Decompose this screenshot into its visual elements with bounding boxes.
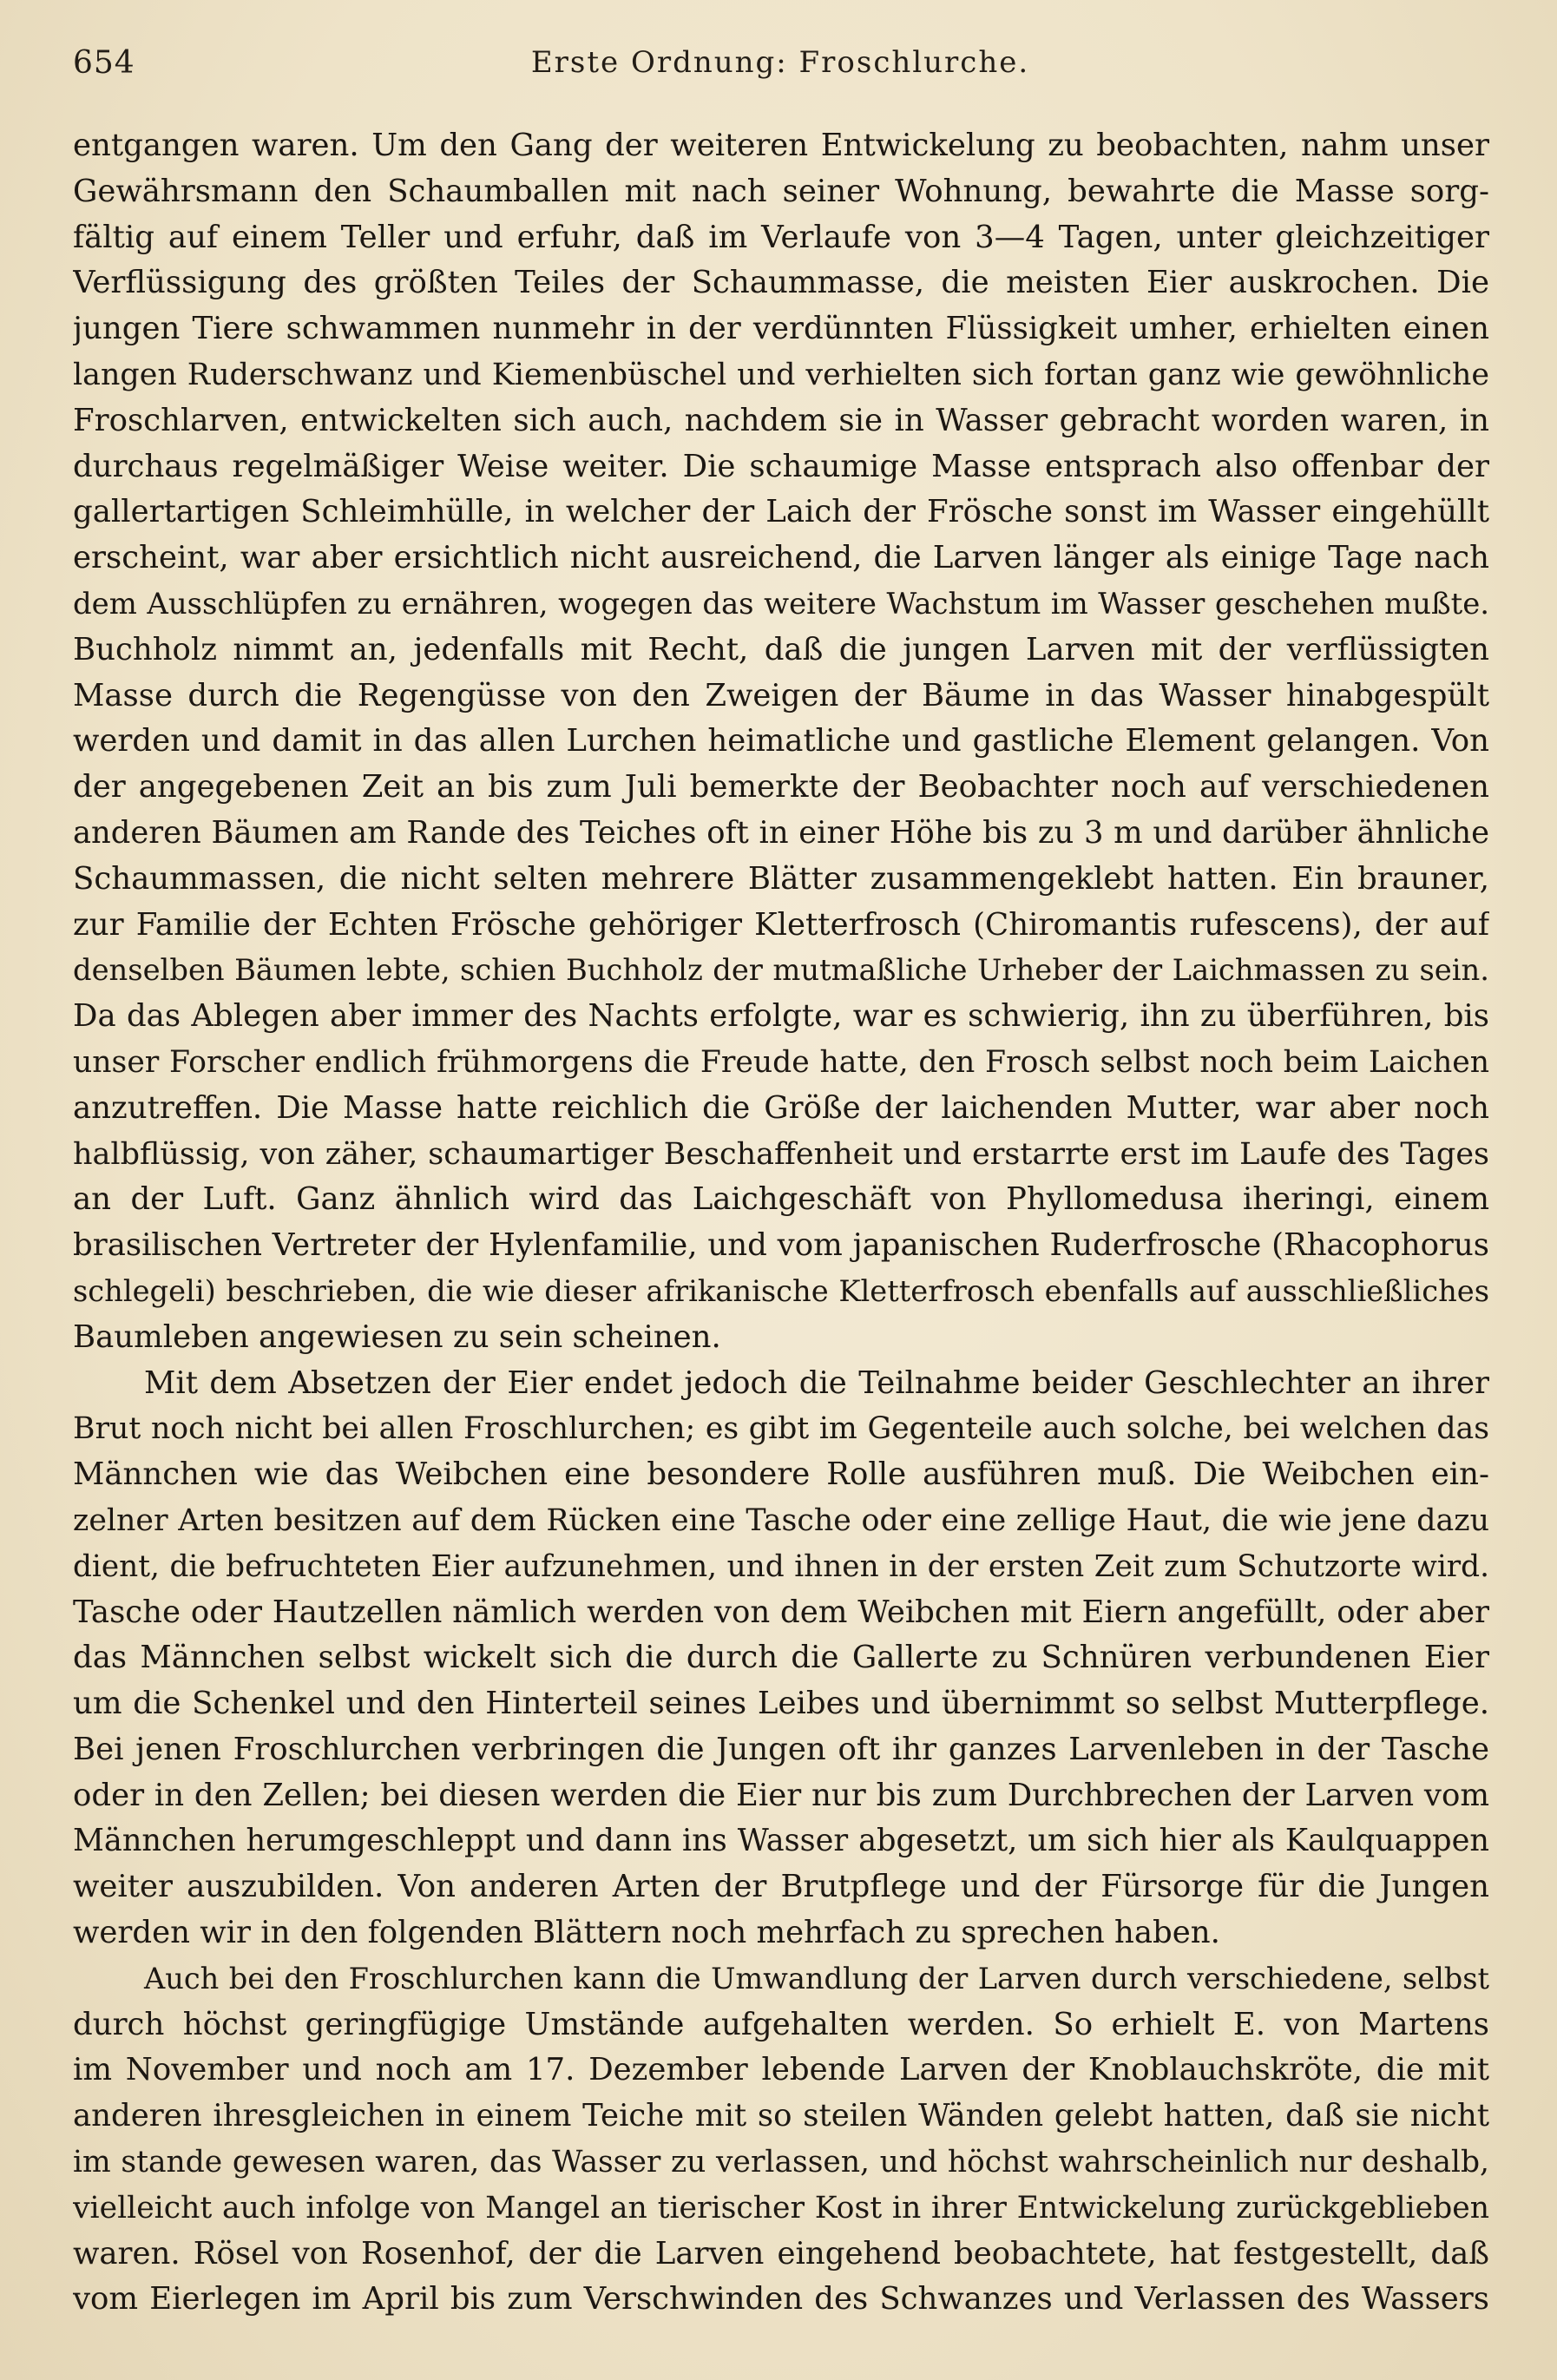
paragraph-3	[73, 1956, 1489, 2323]
running-title: Erste Ordnung: Froschlurche.	[530, 45, 1030, 80]
text-line: Baumleben angewiesen zu sein scheinen.	[73, 1318, 721, 1355]
text-line: anderen ihresgleichen in einem Teiche mit so steilen Wänden gelebt hatten, daß sie nicht	[73, 2098, 1489, 2134]
text-line: Gewährsmann den Schaumballen mit nach seiner Wohnung, bewahrte die Masse sorg-	[73, 173, 1489, 209]
text-line: Männchen wie das Weibchen eine besondere Rolle ausführen muß. Die Weibchen ein-	[73, 1456, 1489, 1493]
paragraph-1	[73, 123, 1489, 1361]
text-line: unser Forscher endlich frühmorgens die Freude hatte, den Frosch selbst noch beim Laichen	[73, 1044, 1489, 1080]
text-line: weiter auszubilden. Von anderen Arten der Brutpflege und der Fürsorge für die Jungen	[73, 1869, 1489, 1905]
running-head	[73, 45, 1488, 89]
text-line: halbflüssig, von zäher, schaumartiger Beschaffenheit und erstarrte erst im Laufe des Tages	[73, 1136, 1489, 1172]
text-line: um die Schenkel und den Hinterteil seines Leibes und übernimmt so selbst Mutterpflege.	[73, 1686, 1489, 1722]
paragraph-2	[73, 1361, 1489, 1956]
text-line: Männchen herumgeschleppt und dann ins Wasser abgesetzt, um sich hier als Kaulquappen	[73, 1823, 1489, 1859]
text-line: Da das Ablegen aber immer des Nachts erfolgte, war es schwierig, ihn zu überführen, bis	[73, 998, 1489, 1035]
text-line: werden und damit in das allen Lurchen heimatliche und gastliche Element gelangen. Von	[73, 723, 1489, 759]
text-line: dem Ausschlüpfen zu ernähren, wogegen das weitere Wachstum im Wasser geschehen mußte.	[73, 586, 1489, 621]
text-line: zelner Arten besitzen auf dem Rücken eine Tasche oder eine zellige Haut, die wie jene dazu	[73, 1502, 1489, 1538]
text-line: der angegebenen Zeit an bis zum Juli bemerkte der Beobachter noch auf verschiedenen	[73, 769, 1489, 805]
text-line: oder in den Zellen; bei diesen werden die Eier nur bis zum Durchbrechen der Larven vom	[73, 1777, 1489, 1813]
text-line: anderen Bäumen am Rande des Teiches oft in einer Höhe bis zu 3 m und darüber ähnliche	[73, 814, 1489, 851]
text-line: brasilischen Vertreter der Hylenfamilie, und vom japanischen Ruderfrosche (Rhacophorus	[73, 1227, 1489, 1264]
text-line: Brut noch nicht bei allen Froschlurchen; es gibt im Gegenteile auch solche, bei welchen das	[73, 1411, 1489, 1447]
text-line: Mit dem Absetzen der Eier endet jedoch die Teilnahme beider Geschlechter an ihrer	[144, 1364, 1489, 1401]
text-line: denselben Bäumen lebte, schien Buchholz der mutmaßliche Urheber der Laichmassen zu sein.	[73, 953, 1489, 988]
text-line: an der Luft. Ganz ähnlich wird das Laichgeschäft von Phyllomedusa iheringi, einem	[73, 1181, 1489, 1218]
text-line: Buchholz nimmt an, jedenfalls mit Recht, daß die jungen Larven mit der verflüssigten	[73, 631, 1489, 667]
text-line: Froschlarven, entwickelten sich auch, nachdem sie in Wasser gebracht worden waren, in	[73, 402, 1489, 438]
text-line: entgangen waren. Um den Gang der weiteren Entwickelung zu beobachten, nahm unser	[73, 128, 1489, 163]
text-line: langen Ruderschwanz und Kiemenbüschel und verhielten sich fortan ganz wie gewöhnliche	[73, 357, 1489, 392]
text-line: Verflüssigung des größten Teiles der Schaummasse, die meisten Eier auskrochen. Die	[73, 265, 1489, 301]
page-number: 654	[73, 45, 135, 81]
text-line: jungen Tiere schwammen nunmehr in der verdünnten Flüssigkeit umher, erhielten einen	[73, 311, 1489, 347]
text-line: fältig auf einem Teller und erfuhr, daß im Verlaufe von 3—4 Tagen, unter gleichzeitiger	[73, 219, 1489, 255]
text-line: erscheint, war aber ersichtlich nicht ausreichend, die Larven länger als einige Tage nach	[73, 540, 1489, 576]
text-line: zur Familie der Echten Frösche gehöriger Kletterfrosch (Chiromantis rufescens), der auf	[73, 906, 1489, 943]
text-line: durch höchst geringfügige Umstände aufgehalten werden. So erhielt E. von Martens	[73, 2006, 1489, 2042]
text-line: Masse durch die Regengüsse von den Zweigen der Bäume in das Wasser hinabgespült	[73, 677, 1489, 713]
text-line: Tasche oder Hautzellen nämlich werden von dem Weibchen mit Eiern angefüllt, oder aber	[73, 1594, 1489, 1630]
text-line: schlegeli) beschrieben, die wie dieser afrikanische Kletterfrosch ebenfalls auf ausschließliches	[73, 1273, 1489, 1308]
text-line: waren. Rösel von Rosenhof, der die Larven eingehend beobachtete, hat festgestellt, daß	[73, 2235, 1489, 2272]
text-line: im stande gewesen waren, das Wasser zu verlassen, und höchst wahrscheinlich nur deshalb,	[73, 2145, 1489, 2180]
text-line: anzutreffen. Die Masse hatte reichlich die Größe der laichenden Mutter, war aber noch	[73, 1089, 1489, 1126]
text-line: vom Eierlegen im April bis zum Verschwinden des Schwanzes und Verlassen des Wassers	[73, 2281, 1489, 2318]
text-line: Schaummassen, die nicht selten mehrere Blätter zusammengeklebt hatten. Ein brauner,	[73, 860, 1489, 897]
text-line: gallertartigen Schleimhülle, in welcher der Laich der Frösche sonst im Wasser eingehüllt	[73, 494, 1489, 530]
text-line: durchaus regelmäßiger Weise weiter. Die schaumige Masse entsprach also offenbar der	[73, 448, 1489, 484]
text-line: das Männchen selbst wickelt sich die durch die Gallerte zu Schnüren verbundenen Eier	[73, 1640, 1489, 1676]
text-line: im November und noch am 17. Dezember lebende Larven der Knoblauchskröte, die mit	[73, 2052, 1489, 2088]
text-line: dient, die befruchteten Eier aufzunehmen, und ihnen in der ersten Zeit zum Schutzorte wird.	[73, 1548, 1489, 1584]
text-line: Auch bei den Froschlurchen kann die Umwandlung der Larven durch verschiedene, selbst	[144, 1961, 1489, 1995]
text-line: werden wir in den folgenden Blättern noch mehrfach zu sprechen haben.	[73, 1915, 1220, 1951]
text-line: vielleicht auch infolge von Mangel an tierischer Kost in ihrer Entwickelung zurückgeblieben	[73, 2190, 1489, 2225]
text-line: Bei jenen Froschlurchen verbringen die Jungen oft ihr ganzes Larvenleben in der Tasche	[73, 1731, 1489, 1767]
body-text	[73, 123, 1489, 2323]
